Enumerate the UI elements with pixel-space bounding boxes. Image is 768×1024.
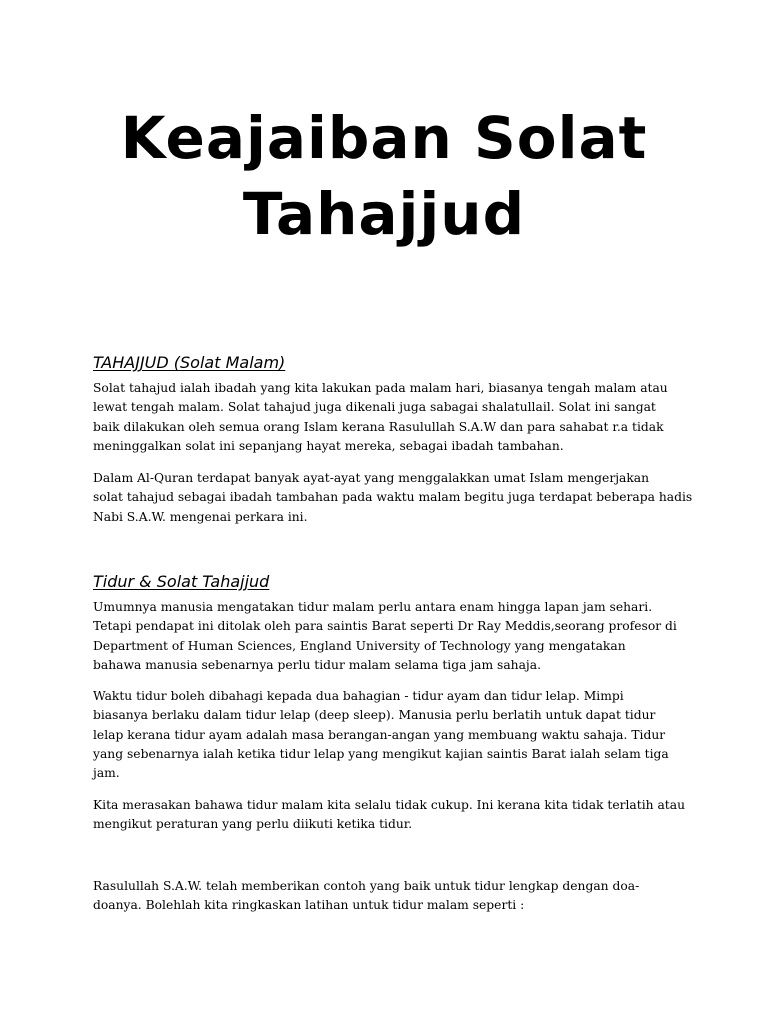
text-line: doanya. Bolehlah kita ringkaskan latihan untuk tidur malam seperti :	[93, 898, 525, 913]
title-line-1: Keajaiban Solat	[120, 104, 648, 172]
paragraph-tahajud-definition	[93, 379, 683, 456]
section-heading-tahajjud: TAHAJJUD (Solat Malam)	[93, 353, 286, 372]
paragraph-sleep-insufficient	[93, 796, 683, 835]
text-line: lewat tengah malam. Solat tahajud juga dikenali juga sabagai shalatullail. Solat ini sangat	[93, 400, 656, 415]
text-line: biasanya berlaku dalam tidur lelap (deep sleep). Manusia perlu berlatih untuk dapat tidur	[93, 708, 656, 723]
document-title	[60, 100, 708, 252]
paragraph-sleep-duration	[93, 598, 683, 675]
text-line: Solat tahajud ialah ibadah yang kita lakukan pada malam hari, biasanya tengah malam atau	[93, 381, 668, 395]
text-line: Rasulullah S.A.W. telah memberikan contoh yang baik untuk tidur lengkap dengan doa-	[93, 879, 640, 893]
text-line: Kita merasakan bahawa tidur malam kita selalu tidak cukup. Ini kerana kita tidak terlatih atau	[93, 798, 685, 812]
text-line: Department of Human Sciences, England University of Technology yang mengatakan	[93, 638, 626, 653]
text-line: yang sebenarnya ialah ketika tidur lelap yang mengikut kajian saintis Barat ialah selam tiga	[93, 746, 669, 761]
paragraph-al-quran	[93, 469, 693, 527]
text-line: jam.	[93, 766, 120, 781]
text-line: solat tahajud sebagai ibadah tambahan pada waktu malam begitu juga terdapat beberapa hadis	[93, 490, 693, 505]
text-line: Umumnya manusia mengatakan tidur malam perlu antara enam hingga lapan jam sehari.	[93, 600, 653, 614]
paragraph-rasulullah-example	[93, 877, 683, 916]
text-line: Tetapi pendapat ini ditolak oleh para saintis Barat seperti Dr Ray Meddis,seorang profesor di	[93, 619, 677, 634]
text-line: mengikut peraturan yang perlu diikuti ketika tidur.	[93, 817, 413, 832]
text-line: lelap kerana tidur ayam adalah masa berangan-angan yang membuang waktu sahaja. Tidur	[93, 727, 666, 742]
text-line: Waktu tidur boleh dibahagi kepada dua bahagian - tidur ayam dan tidur lelap. Mimpi	[93, 689, 624, 703]
title-line-2: Tahajjud	[242, 180, 526, 248]
paragraph-sleep-types	[93, 687, 683, 783]
text-line: Dalam Al-Quran terdapat banyak ayat-ayat yang menggalakkan umat Islam mengerjakan	[93, 471, 650, 485]
text-line: bahawa manusia sebenarnya perlu tidur malam selama tiga jam sahaja.	[93, 657, 541, 672]
text-line: baik dilakukan oleh semua orang Islam kerana Rasulullah S.A.W dan para sahabat r.a tidak	[93, 419, 664, 434]
text-line: Nabi S.A.W. mengenai perkara ini.	[93, 509, 308, 524]
text-line: meninggalkan solat ini sepanjang hayat mereka, sebagai ibadah tambahan.	[93, 438, 564, 453]
section-heading-tidur: Tidur & Solat Tahajjud	[93, 572, 270, 591]
